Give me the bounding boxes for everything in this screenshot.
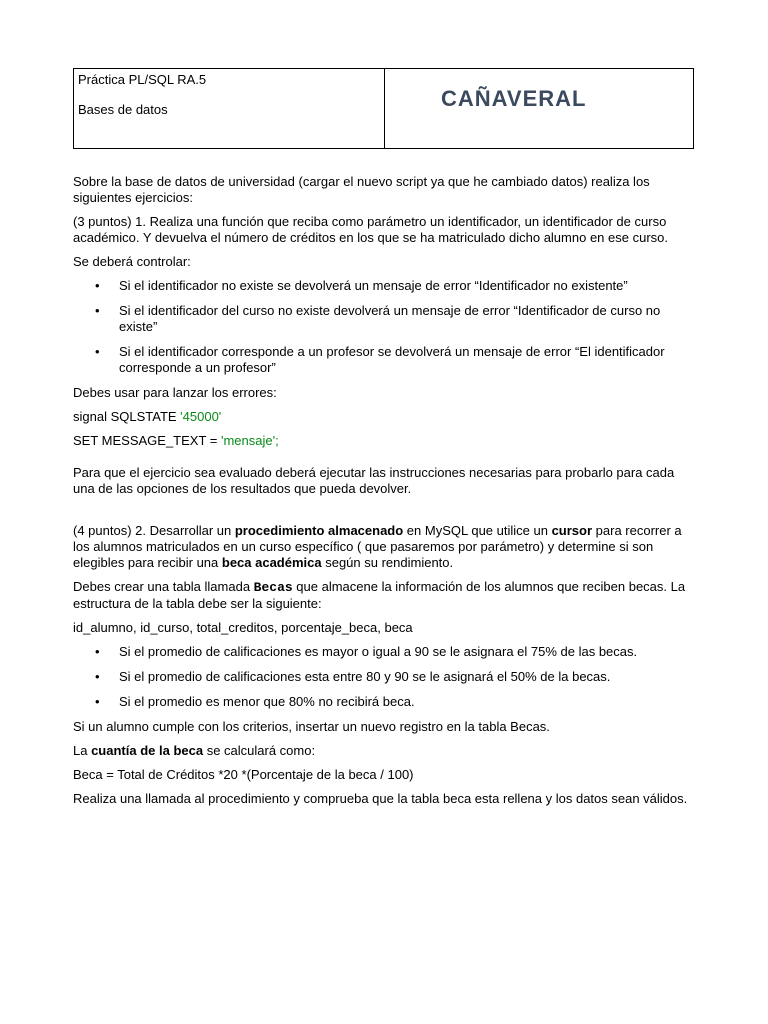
bold-term: cursor	[551, 523, 593, 538]
exercise-1-statement: (3 puntos) 1. Realiza una función que reciba como parámetro un identificador, un identificador de curso académico. Y devuelva el número de créditos en los que se ha matriculado dicho alumno en ese curso.	[73, 214, 668, 245]
formula: Beca = Total de Créditos *20 *(Porcentaje de la beca / 100)	[73, 767, 414, 782]
exercise-1-bullets	[73, 278, 693, 376]
document-body	[73, 174, 693, 815]
control-label: Se deberá controlar:	[73, 254, 191, 269]
set-value: 'mensaje';	[221, 433, 279, 448]
final-instruction: Realiza una llamada al procedimiento y comprueba que la tabla beca esta rellena y los datos sean válidos.	[73, 791, 688, 806]
list-item: • Si el promedio de calificaciones es mayor o igual a 90 se le asignara el 75% de las becas.	[73, 644, 693, 660]
bold-term: procedimiento almacenado	[234, 523, 404, 538]
text-run: (4 puntos) 2. Desarrollar un	[73, 523, 235, 538]
table-columns: id_alumno, id_curso, total_creditos, porcentaje_beca, beca	[73, 620, 413, 635]
text-run: en MySQL que utilice un	[403, 523, 552, 538]
text-run: para recorrer a los alumnos matriculados en un curso específico ( que pasaremos por parámetro) y determine si son elegibles para recibir una	[73, 523, 682, 570]
insert-instruction: Si un alumno cumple con los criterios, insertar un nuevo registro en la tabla Becas.	[73, 719, 550, 734]
evaluation-paragraph: Para que el ejercicio sea evaluado deberá ejecutar las instrucciones necesarias para probarlo para cada una de las opciones de los resultados que pueda devolver.	[73, 465, 675, 496]
becas-table-paragraph	[73, 579, 693, 612]
exercise-2-statement	[73, 523, 693, 571]
set-prefix: SET MESSAGE_TEXT =	[73, 433, 221, 448]
list-item: • Si el promedio es menor que 80% no recibirá beca.	[73, 694, 693, 710]
errors-label: Debes usar para lanzar los errores:	[73, 385, 277, 400]
section-gap	[73, 505, 693, 523]
course-subtitle: Bases de datos	[78, 102, 168, 117]
text-run: según su rendimiento.	[321, 555, 454, 570]
bold-term: beca académica	[221, 555, 322, 570]
practice-title: Práctica PL/SQL RA.5	[78, 72, 207, 87]
table-name: Becas	[253, 580, 293, 595]
amount-paragraph	[73, 743, 693, 759]
header-right-cell	[385, 69, 693, 148]
header-table	[73, 68, 694, 149]
logo-text: CAÑAVERAL	[441, 86, 587, 111]
list-item: • Si el identificador del curso no existe devolverá un mensaje de error “Identificador de curso no existe”	[73, 303, 693, 335]
intro-paragraph: Sobre la base de datos de universidad (cargar el nuevo script ya que he cambiado datos) realiza los siguientes ejercicios:	[73, 174, 650, 205]
canaveral-logo	[421, 81, 631, 131]
text-run: La	[73, 743, 92, 758]
text-run: que almacene la información de los alumnos que reciben becas. La estructura de la tabla debe ser la siguiente:	[73, 579, 686, 611]
bold-term: cuantía de la beca	[91, 743, 204, 758]
set-message-code-line	[73, 433, 693, 449]
header-left-cell	[74, 69, 385, 148]
text-run: se calculará como:	[203, 743, 316, 758]
signal-prefix: signal SQLSTATE	[73, 409, 181, 424]
signal-code-line	[73, 409, 693, 425]
list-item: • Si el identificador corresponde a un profesor se devolverá un mensaje de error “El identificador corresponde a un profesor”	[73, 344, 693, 376]
list-item: • Si el identificador no existe se devolverá un mensaje de error “Identificador no existente”	[73, 278, 693, 294]
text-run: Debes crear una tabla llamada	[73, 579, 254, 594]
list-item: • Si el promedio de calificaciones esta entre 80 y 90 se le asignará el 50% de la becas.	[73, 669, 693, 685]
exercise-2-bullets	[73, 644, 693, 710]
signal-value: '45000'	[180, 409, 222, 424]
